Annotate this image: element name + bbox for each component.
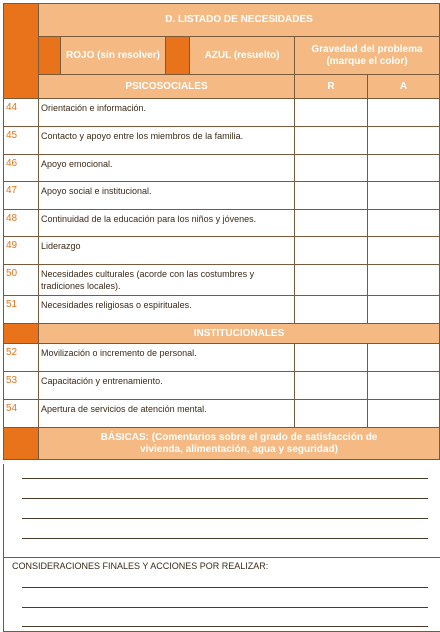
table-row [4, 400, 440, 428]
a-cell[interactable] [368, 265, 440, 296]
col-a-header: A [368, 75, 440, 99]
writing-line [22, 587, 428, 588]
table-row [4, 296, 440, 324]
item-text: Orientación e información. [39, 99, 295, 127]
table-row [4, 237, 440, 265]
legend-rojo: ROJO (sin resolver) [61, 37, 166, 75]
r-cell[interactable] [295, 344, 368, 372]
final-considerations-label: CONSIDERACIONES FINALES Y ACCIONES POR REALIZAR: [12, 561, 269, 571]
item-number: 53 [6, 375, 18, 386]
section-heading-psicosociales: PSICOSOCIALES [39, 75, 295, 99]
item-text: Apoyo emocional. [39, 155, 295, 182]
r-cell[interactable] [295, 210, 368, 237]
item-text: Necesidades culturales (acorde con las costumbres y tradiciones locales). [39, 265, 295, 296]
r-cell[interactable] [295, 265, 368, 296]
writing-line [22, 538, 428, 539]
section-heading-basicas: BÁSICAS: (Comentarios sobre el grado de satisfacción de vivienda, alimentación, agua y seguridad) [39, 428, 440, 460]
item-text: Liderazgo [39, 237, 295, 265]
a-cell[interactable] [368, 237, 440, 265]
section-marker [4, 324, 39, 344]
table-row [4, 265, 440, 296]
item-text: Movilización o incremento de personal. [39, 344, 295, 372]
item-number: 45 [6, 130, 18, 141]
table-row [4, 372, 440, 400]
table-row [4, 182, 440, 210]
a-cell[interactable] [368, 400, 440, 428]
r-cell[interactable] [295, 182, 368, 210]
a-cell[interactable] [368, 182, 440, 210]
r-cell[interactable] [295, 296, 368, 324]
item-number: 52 [6, 347, 18, 358]
legend-azul: AZUL (resuelto) [190, 37, 295, 75]
red-swatch [39, 37, 61, 75]
a-cell[interactable] [368, 344, 440, 372]
final-considerations-area[interactable] [3, 557, 440, 632]
r-cell[interactable] [295, 372, 368, 400]
form-title: D. LISTADO DE NECESIDADES [39, 4, 440, 37]
table-row [4, 127, 440, 155]
table-row [4, 344, 440, 372]
writing-line [22, 518, 428, 519]
corner-block [4, 4, 39, 99]
item-number: 48 [6, 213, 18, 224]
writing-line [22, 478, 428, 479]
writing-line [22, 626, 428, 627]
item-text: Necesidades religiosas o espirituales. [39, 296, 295, 324]
a-cell[interactable] [368, 296, 440, 324]
table-row [4, 210, 440, 237]
item-number: 51 [6, 299, 18, 310]
a-cell[interactable] [368, 127, 440, 155]
section-marker [4, 428, 39, 460]
item-number: 54 [6, 403, 18, 414]
r-cell[interactable] [295, 237, 368, 265]
needs-table [3, 3, 440, 460]
item-number: 49 [6, 240, 18, 251]
a-cell[interactable] [368, 155, 440, 182]
item-text: Continuidad de la educación para los niños y jóvenes. [39, 210, 295, 237]
item-text: Apertura de servicios de atención mental. [39, 400, 295, 428]
a-cell[interactable] [368, 372, 440, 400]
r-cell[interactable] [295, 127, 368, 155]
r-cell[interactable] [295, 99, 368, 127]
item-text: Contacto y apoyo entre los miembros de la familia. [39, 127, 295, 155]
item-number: 44 [6, 102, 18, 113]
section-heading-institucionales: INSTITUCIONALES [39, 324, 440, 344]
table-row [4, 155, 440, 182]
item-number: 50 [6, 268, 18, 279]
item-number: 47 [6, 185, 18, 196]
writing-line [22, 498, 428, 499]
item-text: Apoyo social e institucional. [39, 182, 295, 210]
a-cell[interactable] [368, 210, 440, 237]
blue-swatch [166, 37, 190, 75]
basicas-comments-area[interactable] [3, 464, 440, 558]
item-number: 46 [6, 158, 18, 169]
col-r-header: R [295, 75, 368, 99]
writing-line [22, 607, 428, 608]
a-cell[interactable] [368, 99, 440, 127]
legend-gravedad: Gravedad del problema (marque el color) [295, 37, 440, 75]
item-text: Capacitación y entrenamiento. [39, 372, 295, 400]
table-row [4, 99, 440, 127]
r-cell[interactable] [295, 400, 368, 428]
r-cell[interactable] [295, 155, 368, 182]
